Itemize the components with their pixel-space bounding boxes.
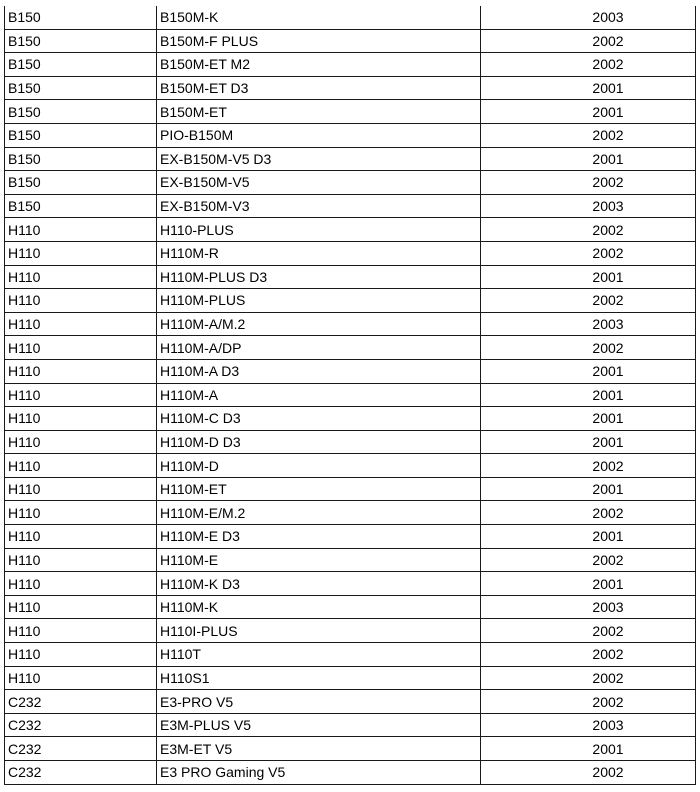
model-cell: H110S1 <box>157 666 481 690</box>
table-row <box>5 477 696 501</box>
code-cell: 2002 <box>481 29 696 53</box>
code-cell: 2002 <box>481 241 696 265</box>
model-cell: H110M-PLUS D3 <box>157 265 481 289</box>
table-row <box>5 572 696 596</box>
code-cell: 2002 <box>481 289 696 313</box>
model-cell: B150M-F PLUS <box>157 29 481 53</box>
table-row <box>5 643 696 667</box>
chipset-cell: H110 <box>5 548 157 572</box>
model-cell: H110M-A/M.2 <box>157 312 481 336</box>
code-cell: 2001 <box>481 76 696 100</box>
table-row <box>5 383 696 407</box>
chipset-cell: H110 <box>5 643 157 667</box>
model-cell: H110M-C D3 <box>157 407 481 431</box>
code-cell: 2003 <box>481 595 696 619</box>
chipset-cell: H110 <box>5 525 157 549</box>
code-cell: 2003 <box>481 194 696 218</box>
chipset-cell: H110 <box>5 595 157 619</box>
chipset-cell: B150 <box>5 53 157 77</box>
code-cell: 2001 <box>481 572 696 596</box>
chipset-cell: H110 <box>5 359 157 383</box>
model-cell: PIO-B150M <box>157 123 481 147</box>
code-cell: 2002 <box>481 218 696 242</box>
table-row <box>5 147 696 171</box>
model-cell: E3M-ET V5 <box>157 737 481 761</box>
code-cell: 2003 <box>481 312 696 336</box>
model-cell: B150M-ET M2 <box>157 53 481 77</box>
chipset-cell: H110 <box>5 619 157 643</box>
table-row <box>5 289 696 313</box>
chipset-cell: B150 <box>5 123 157 147</box>
code-cell: 2002 <box>481 548 696 572</box>
code-cell: 2002 <box>481 501 696 525</box>
table-row <box>5 76 696 100</box>
table-row <box>5 713 696 737</box>
code-cell: 2001 <box>481 407 696 431</box>
table-row <box>5 548 696 572</box>
chipset-cell: B150 <box>5 171 157 195</box>
model-cell: H110M-E <box>157 548 481 572</box>
table-row <box>5 265 696 289</box>
code-cell: 2002 <box>481 454 696 478</box>
table-row <box>5 619 696 643</box>
chipset-cell: H110 <box>5 312 157 336</box>
table-row <box>5 761 696 785</box>
code-cell: 2002 <box>481 123 696 147</box>
model-cell: H110T <box>157 643 481 667</box>
model-cell: H110M-ET <box>157 477 481 501</box>
table-row <box>5 690 696 714</box>
model-cell: H110M-D D3 <box>157 430 481 454</box>
chipset-cell: B150 <box>5 194 157 218</box>
table-row <box>5 171 696 195</box>
model-cell: H110M-A <box>157 383 481 407</box>
code-cell: 2002 <box>481 336 696 360</box>
chipset-cell: C232 <box>5 690 157 714</box>
code-cell: 2002 <box>481 643 696 667</box>
model-cell: H110M-E/M.2 <box>157 501 481 525</box>
code-cell: 2002 <box>481 53 696 77</box>
code-cell: 2001 <box>481 477 696 501</box>
chipset-cell: H110 <box>5 666 157 690</box>
chipset-cell: C232 <box>5 737 157 761</box>
table-row <box>5 430 696 454</box>
model-cell: H110M-A D3 <box>157 359 481 383</box>
chipset-cell: B150 <box>5 100 157 124</box>
chipset-cell: H110 <box>5 501 157 525</box>
code-cell: 2002 <box>481 666 696 690</box>
table-row <box>5 525 696 549</box>
chipset-cell: H110 <box>5 336 157 360</box>
table-row <box>5 123 696 147</box>
code-cell: 2001 <box>481 525 696 549</box>
chipset-cell: B150 <box>5 6 157 29</box>
table-row <box>5 6 696 29</box>
table-row <box>5 666 696 690</box>
model-cell: EX-B150M-V5 <box>157 171 481 195</box>
code-cell: 2003 <box>481 713 696 737</box>
code-cell: 2003 <box>481 6 696 29</box>
chipset-cell: C232 <box>5 713 157 737</box>
chipset-cell: H110 <box>5 430 157 454</box>
chipset-cell: H110 <box>5 477 157 501</box>
code-cell: 2002 <box>481 761 696 785</box>
model-cell: E3M-PLUS V5 <box>157 713 481 737</box>
code-cell: 2001 <box>481 265 696 289</box>
chipset-cell: B150 <box>5 29 157 53</box>
table-row <box>5 501 696 525</box>
table-row <box>5 241 696 265</box>
model-cell: H110M-R <box>157 241 481 265</box>
chipset-cell: H110 <box>5 265 157 289</box>
table-row <box>5 359 696 383</box>
table-row <box>5 100 696 124</box>
chipset-cell: H110 <box>5 289 157 313</box>
model-cell: H110M-E D3 <box>157 525 481 549</box>
chipset-cell: C232 <box>5 761 157 785</box>
table-row <box>5 737 696 761</box>
model-cell: H110M-D <box>157 454 481 478</box>
model-cell: H110M-K D3 <box>157 572 481 596</box>
table-row <box>5 454 696 478</box>
table-row <box>5 218 696 242</box>
table-row <box>5 595 696 619</box>
table-row <box>5 29 696 53</box>
chipset-cell: H110 <box>5 241 157 265</box>
code-cell: 2001 <box>481 737 696 761</box>
code-cell: 2001 <box>481 383 696 407</box>
table-row <box>5 407 696 431</box>
model-cell: H110M-K <box>157 595 481 619</box>
model-cell: EX-B150M-V5 D3 <box>157 147 481 171</box>
code-cell: 2001 <box>481 100 696 124</box>
model-cell: H110I-PLUS <box>157 619 481 643</box>
chipset-cell: H110 <box>5 572 157 596</box>
table-body <box>5 6 696 784</box>
data-table <box>4 6 696 785</box>
model-cell: E3-PRO V5 <box>157 690 481 714</box>
chipset-cell: H110 <box>5 383 157 407</box>
model-cell: B150M-ET D3 <box>157 76 481 100</box>
code-cell: 2002 <box>481 171 696 195</box>
chipset-cell: H110 <box>5 218 157 242</box>
model-cell: E3 PRO Gaming V5 <box>157 761 481 785</box>
code-cell: 2002 <box>481 619 696 643</box>
model-cell: H110M-PLUS <box>157 289 481 313</box>
table-row <box>5 312 696 336</box>
code-cell: 2002 <box>481 690 696 714</box>
table-row <box>5 53 696 77</box>
model-cell: B150M-K <box>157 6 481 29</box>
chipset-cell: B150 <box>5 147 157 171</box>
model-cell: H110M-A/DP <box>157 336 481 360</box>
model-cell: EX-B150M-V3 <box>157 194 481 218</box>
table-row <box>5 336 696 360</box>
code-cell: 2001 <box>481 430 696 454</box>
code-cell: 2001 <box>481 147 696 171</box>
model-cell: B150M-ET <box>157 100 481 124</box>
chipset-cell: H110 <box>5 407 157 431</box>
model-cell: H110-PLUS <box>157 218 481 242</box>
code-cell: 2001 <box>481 359 696 383</box>
chipset-cell: H110 <box>5 454 157 478</box>
table-row <box>5 194 696 218</box>
chipset-cell: B150 <box>5 76 157 100</box>
